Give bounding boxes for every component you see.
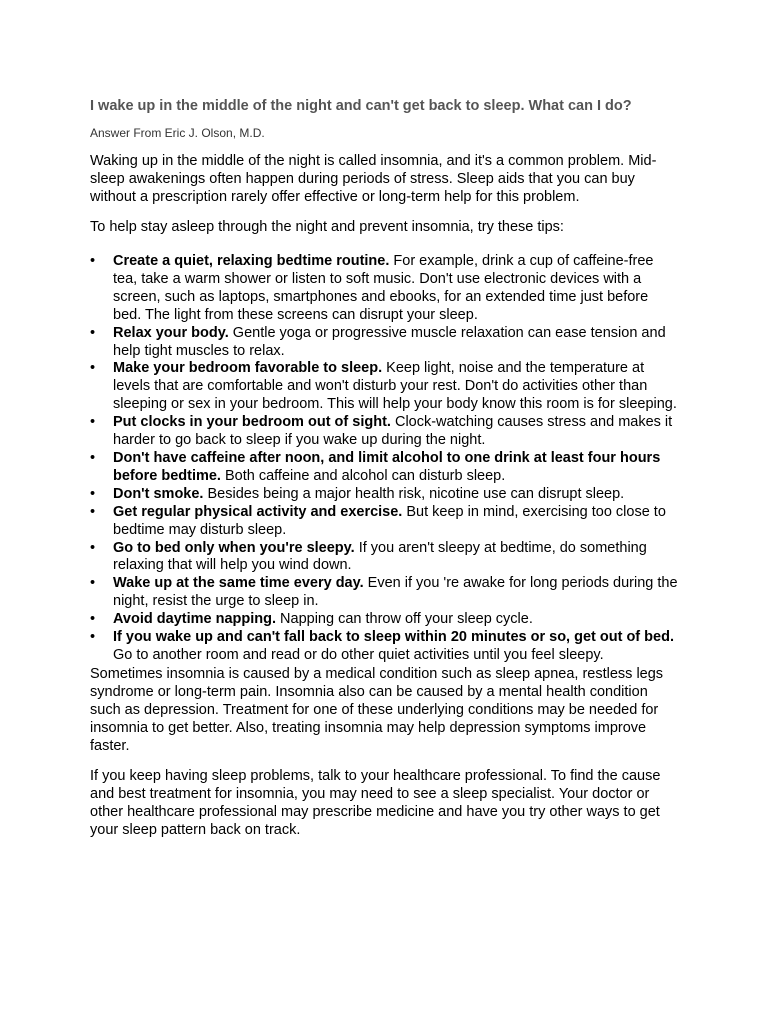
tip-text: Both caffeine and alcohol can disturb sleep. xyxy=(220,467,506,484)
tip-heading: Relax your body. xyxy=(113,324,229,341)
tip-heading: If you wake up and can't fall back to sleep within 20 minutes or so, get out of bed. xyxy=(113,629,674,646)
tip-item xyxy=(90,504,680,540)
tip-heading: Get regular physical activity and exercise. xyxy=(113,503,403,520)
tips-list xyxy=(90,253,680,665)
bullet-icon: • xyxy=(90,575,96,592)
tip-text: Clock-watching causes stress and makes it harder to go back to sleep if you wake up during the night. xyxy=(113,414,673,449)
tip-text: Even if you 're awake for long periods during the night, resist the urge to sleep in. xyxy=(113,575,678,610)
tip-heading: Don't have caffeine after noon, and limit alcohol to one drink at least four hours before bedtime. xyxy=(113,449,661,484)
tip-text: If you aren't sleepy at bedtime, do something relaxing that will help you wind down. xyxy=(113,539,647,574)
tip-text: But keep in mind, exercising too close to bedtime may disturb sleep. xyxy=(113,503,666,538)
tip-item xyxy=(90,450,680,486)
tip-text: Keep light, noise and the temperature at levels that are comfortable and won't disturb your rest. Don't do activities other than sleeping or sex in your bedroom. This will help your body know this room is for sleeping. xyxy=(113,360,677,413)
tip-item xyxy=(90,325,680,361)
bullet-icon: • xyxy=(90,253,96,269)
bullet-icon: • xyxy=(90,485,96,502)
article-byline: Answer From Eric J. Olson, M.D. xyxy=(90,126,265,140)
article-title: I wake up in the middle of the night and can't get back to sleep. What can I do? xyxy=(90,98,632,114)
tip-heading: Wake up at the same time every day. xyxy=(113,575,364,592)
bullet-icon: • xyxy=(90,503,96,520)
tip-heading: Put clocks in your bedroom out of sight. xyxy=(113,414,391,431)
closing-paragraph: If you keep having sleep problems, talk to your healthcare professional. To find the cause and best treatment for insomnia, you may need to see a sleep specialist. Your doctor or other healthcare professional may prescribe medicine and have you try other ways to get your sleep pattern back on track. xyxy=(90,767,661,838)
bullet-icon: • xyxy=(90,414,96,431)
intro-paragraph: Waking up in the middle of the night is called insomnia, and it's a common problem. Mid-sleep awakenings often happen during periods of stress. Sleep aids that you can buy without a prescription rarely offer effective or long-term help for this problem. xyxy=(90,153,657,205)
tips-lead-paragraph: To help stay asleep through the night and prevent insomnia, try these tips: xyxy=(90,219,564,235)
bullet-icon: • xyxy=(90,539,96,556)
tip-heading: Don't smoke. xyxy=(113,485,204,502)
tip-text: Go to another room and read or do other quiet activities until you feel sleepy. xyxy=(113,646,604,663)
medical-causes-paragraph: Sometimes insomnia is caused by a medical condition such as sleep apnea, restless legs syndrome or long-term pain. Insomnia also can be caused by a mental health condition such as depression. Treatment for one of these underlying conditions may be needed for insomnia to get better. Also, treating insomnia may help depression symptoms improve faster. xyxy=(90,665,664,754)
tip-text: Napping can throw off your sleep cycle. xyxy=(276,611,533,628)
tip-item xyxy=(90,575,680,611)
bullet-icon: • xyxy=(90,449,96,466)
tip-item xyxy=(90,540,680,576)
tip-heading: Avoid daytime napping. xyxy=(113,611,277,628)
article xyxy=(90,96,680,851)
tip-item xyxy=(90,414,680,450)
tip-text: Gentle yoga or progressive muscle relaxation can ease tension and help tight muscles to relax. xyxy=(113,324,666,359)
tip-item xyxy=(90,629,680,665)
tip-heading: Make your bedroom favorable to sleep. xyxy=(113,360,383,377)
bullet-icon: • xyxy=(90,611,96,628)
tip-text: For example, drink a cup of caffeine-free tea, take a warm shower or listen to soft music. Don't use electronic devices with a screen, such as laptops, smartphones and ebooks, for an extended time just before bed. The light from these screens can disrupt your sleep. xyxy=(113,253,654,323)
tip-item xyxy=(90,253,680,325)
bullet-icon: • xyxy=(90,324,96,341)
tip-item xyxy=(90,611,680,629)
tip-heading: Go to bed only when you're sleepy. xyxy=(113,539,355,556)
tip-item xyxy=(90,360,680,414)
tip-text: Besides being a major health risk, nicotine use can disrupt sleep. xyxy=(203,485,625,502)
tip-heading: Create a quiet, relaxing bedtime routine. xyxy=(113,253,390,269)
bullet-icon: • xyxy=(90,360,96,377)
tip-item xyxy=(90,486,680,504)
bullet-icon: • xyxy=(90,629,96,646)
